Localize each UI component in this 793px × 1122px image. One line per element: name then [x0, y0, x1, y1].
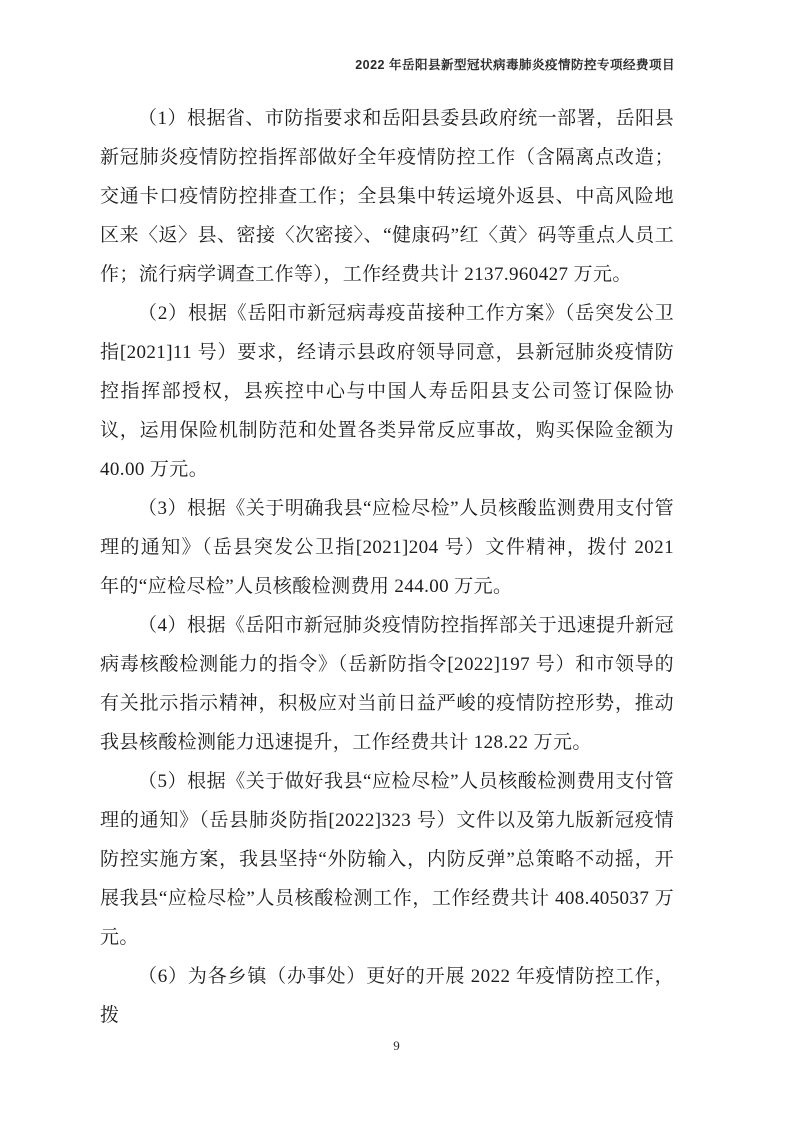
- paragraph-item-2: （2）根据《岳阳市新冠病毒疫苗接种工作方案》（岳突发公卫指[2021]11 号）要求，经请示县政府领导同意，县新冠肺炎疫情防控指挥部授权，县疾控中心与中国人寿岳阳县支公司签订保险协议，运用保险机制防范和处置各类异常反应事故，购买保险金额为 40.00 万元。: [100, 303, 674, 480]
- paragraph-item-4: （4）根据《岳阳市新冠肺炎疫情防控指挥部关于迅速提升新冠病毒核酸检测能力的指令》（岳新防指令[2022]197 号）和市领导的有关批示指示精神，积极应对当前日益严峻的疫情防控形势，推动我县核酸检测能力迅速提升，工作经费共计 128.22 万元。: [100, 615, 674, 753]
- document-body: [100, 99, 674, 1035]
- paragraph-item-6: （6）为各乡镇（办事处）更好的开展 2022 年疫情防控工作，拨: [100, 966, 674, 1026]
- paragraph-item-3: （3）根据《关于明确我县“应检尽检”人员核酸监测费用支付管理的通知》（岳县突发公卫指[2021]204 号）文件精神，拨付 2021 年的“应检尽检”人员核酸检测费用 244.00 万元。: [100, 498, 674, 597]
- paragraph-item-1: （1）根据省、市防指要求和岳阳县委县政府统一部署，岳阳县新冠肺炎疫情防控指挥部做好全年疫情防控工作（含隔离点改造；交通卡口疫情防控排查工作；全县集中转运境外返县、中高风险地区来〈返〉县、密接〈次密接〉、“健康码”红〈黄〉码等重点人员工作；流行病学调查工作等），工作经费共计 2137.960427 万元。: [100, 108, 674, 285]
- page-header-title: 2022 年岳阳县新型冠状病毒肺炎疫情防控专项经费项目: [355, 58, 675, 72]
- paragraph-item-5: （5）根据《关于做好我县“应检尽检”人员核酸检测费用支付管理的通知》（岳县肺炎防指[2022]323 号）文件以及第九版新冠疫情防控实施方案，我县坚持“外防输入，内防反弹”总策略不动摇，开展我县“应检尽检”人员核酸检测工作，工作经费共计 408.405037 万元。: [100, 771, 674, 948]
- page-number: 9: [393, 1038, 400, 1053]
